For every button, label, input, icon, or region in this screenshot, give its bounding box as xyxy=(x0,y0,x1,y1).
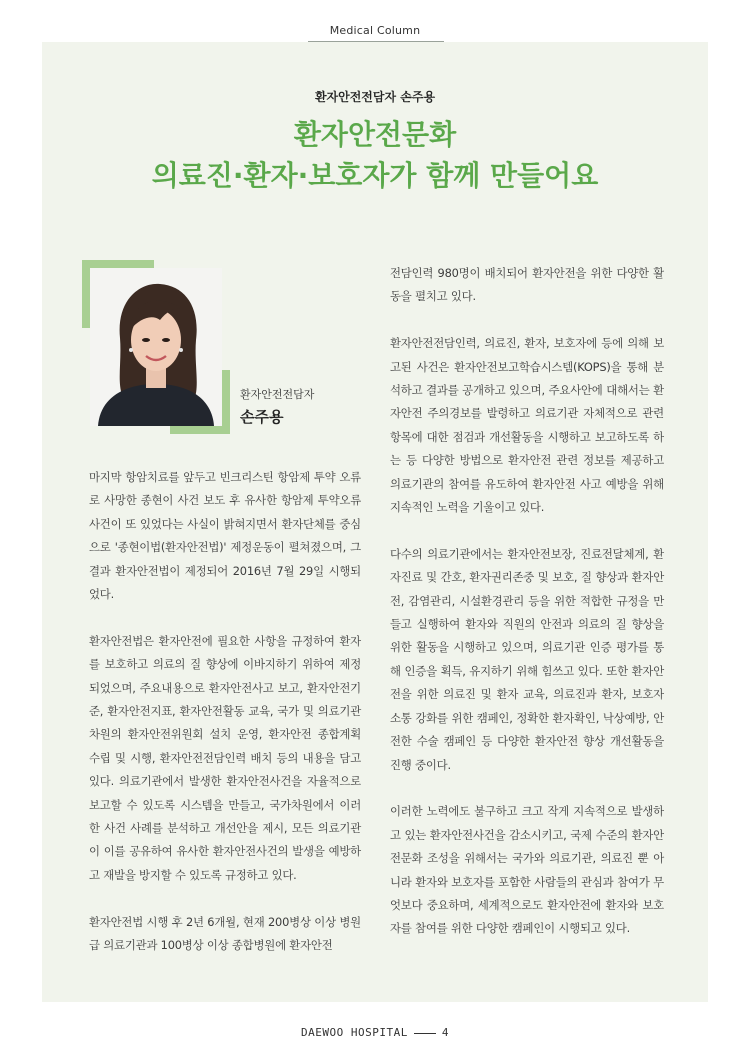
paragraph: 환자안전법 시행 후 2년 6개월, 현재 200병상 이상 병원급 의료기관과 100병상 이상 종합병원에 환자안전 xyxy=(89,914,361,953)
paragraph: 환자안전전담인력, 의료진, 환자, 보호자에 등에 의해 보고된 사건은 환자안전보고학습시스템(KOPS)을 통해 분석하고 결과를 공개하고 있으며, 주요사안에 대해서는 환자안전 주의경보를 발령하고 의료기관 자체적으로 관련 항목에 대한 점검과 개선활동을 시행하고 보고하도록 하는 등 다양한 방법으로 환자안전 관련 정보를 제공하고 의료기관의 참여를 유도하여 환자안전 사고 예방을 위해 지속적인 노력을 기울이고 있다. xyxy=(390,336,664,515)
photo-frame-top xyxy=(82,260,154,268)
paragraph: 다수의 의료기관에서는 환자안전보장, 진료전달체계, 환자진료 및 간호, 환자권리존중 및 보호, 질 향상과 환자안전, 감염관리, 시설환경관리 등을 위한 적합한 규정을 만들고 실행하여 환자와 직원의 안전과 의료의 질 향상을 위한 활동을 시행하고 있으며, 의료기관 인증 평가를 통해 인증을 획득, 유지하기 위해 힘쓰고 있다. 또한 환자안전을 위한 의료진 및 환자 교육, 의료진과 환자, 보호자 소통 강화를 위한 캠페인, 정확한 환자확인, 낙상예방, 안전한 수술 캠페인 등 다양한 환자안전 향상 개선활동을 진행 중이다. xyxy=(390,546,664,772)
paragraph: 마지막 항암치료를 앞두고 빈크리스틴 항암제 투약 오류로 사망한 종현이 사건 보도 후 유사한 항암제 투약오류 사건이 또 있었다는 사실이 밝혀지면서 환자단체를 중심으로 '종현이법(환자안전법)' 제정운동이 펼쳐졌으며, 그 결과 환자안전법이 제정되어 2016년 7월 29일 시행되었다. xyxy=(89,470,361,602)
photo-frame-left xyxy=(82,260,90,328)
author-portrait-illustration xyxy=(90,268,222,426)
page-footer xyxy=(0,1026,750,1039)
photo-frame-right xyxy=(222,370,230,434)
author-role: 환자안전전담자 xyxy=(240,388,315,401)
body-column-left xyxy=(89,466,361,981)
article-byline: 환자안전전담자 손주용 xyxy=(314,90,436,104)
publication-name: DAEWOO HOSPITAL xyxy=(301,1026,408,1039)
body-column-right xyxy=(390,262,664,964)
author-photo xyxy=(90,268,222,426)
paragraph: 전담인력 980명이 배치되어 환자안전을 위한 다양한 활동을 펼치고 있다. xyxy=(390,266,664,304)
author-name: 손주용 xyxy=(240,408,284,426)
photo-frame-bottom xyxy=(170,426,230,434)
paragraph: 환자안전법은 환자안전에 필요한 사항을 규정하여 환자를 보호하고 의료의 질 향상에 이바지하기 위하여 제정되었으며, 주요내용으로 환자안전사고 보고, 환자안전기준, 환자안전지표, 환자안전활동 교육, 국가 및 의료기관차원의 환자안전위원회 설치 운영, 환자안전 종합계획 수립 및 시행, 환자안전전담인력 배치 등의 내용을 담고 있다. 의료기관에서 발생한 환자안전사건을 자율적으로 보고할 수 있도록 시스템을 만들고, 국가차원에서 이러한 사건 사례를 분석하고 개선안을 제시, 모든 의료기관이 이를 공유하여 유사한 환자안전사건의 발생을 예방하고 재발을 방지할 수 있도록 규정하고 있다. xyxy=(89,633,361,882)
title-line-1: 환자안전문화 xyxy=(293,118,457,151)
page-number: 4 xyxy=(441,1026,449,1039)
footer-separator xyxy=(414,1033,436,1034)
paragraph: 이러한 노력에도 불구하고 크고 작게 지속적으로 발생하고 있는 환자안전사건을 감소시키고, 국제 수준의 환자안전문화 조성을 위해서는 국가와 의료기관, 의료진 뿐 아니라 환자와 보호자를 포함한 사람들의 관심과 참여가 무엇보다 중요하며, 세계적으로도 환자안전에 환자와 보호자를 참여를 위한 다양한 캠페인이 시행되고 있다. xyxy=(390,804,664,936)
title-line-2: 의료진·환자·보호자가 함께 만들어요 xyxy=(151,159,599,192)
column-label: Medical Column xyxy=(329,24,421,37)
article-title xyxy=(0,114,750,196)
